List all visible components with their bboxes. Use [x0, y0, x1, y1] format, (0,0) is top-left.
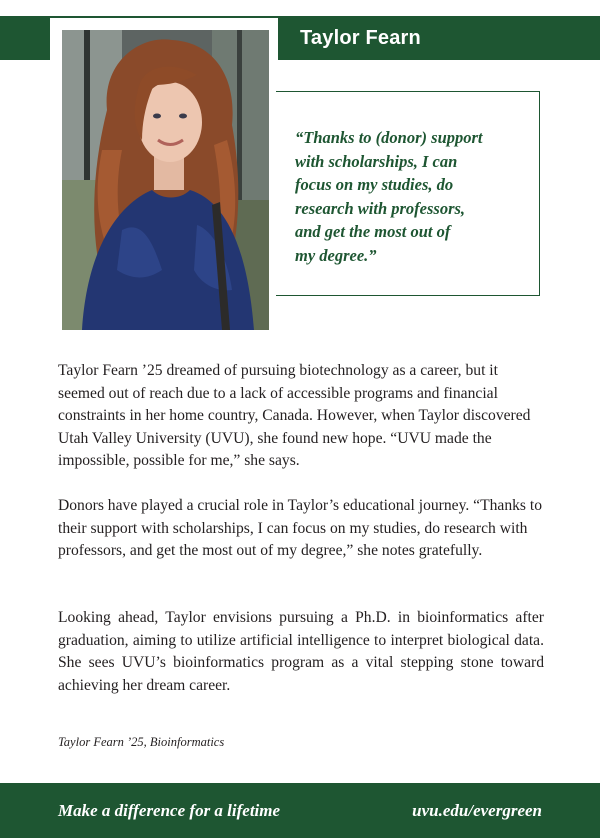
body-paragraph-1: Taylor Fearn ’25 dreamed of pursuing biotechnology as a career, but it seemed out of reach due to a lack of accessible programs and financial constraints in her home country, Canada. However, when Taylor discovered Utah Valley University (UVU), she found new hope. “UVU made the impossible, possible for me,” she says. [58, 362, 531, 470]
body-paragraph-2: Donors have played a crucial role in Taylor’s educational journey. “Thanks to their support with scholarships, I can focus on my studies, do research with professors, and get the most out of my degree,” she notes gratefully. [58, 497, 543, 560]
profile-name-heading: Taylor Fearn [300, 27, 421, 49]
footer-tagline: Make a difference for a lifetime [58, 801, 281, 820]
footer-url-link[interactable]: uvu.edu/evergreen [412, 801, 542, 820]
photo-caption: Taylor Fearn ’25, Bioinformatics [58, 735, 225, 749]
pull-quote: “Thanks to (donor) support with scholarships, I can focus on my studies, do research with professors, and get the most out of my degree.” [295, 128, 483, 265]
body-paragraph-3: Looking ahead, Taylor envisions pursuing a Ph.D. in bioinformatics after graduation, aiming to utilize artificial intelligence to interpret biological data. She sees UVU’s bioinformatics program as a vital stepping stone toward achieving her dream career. [58, 609, 544, 694]
portrait-photo [62, 30, 269, 330]
